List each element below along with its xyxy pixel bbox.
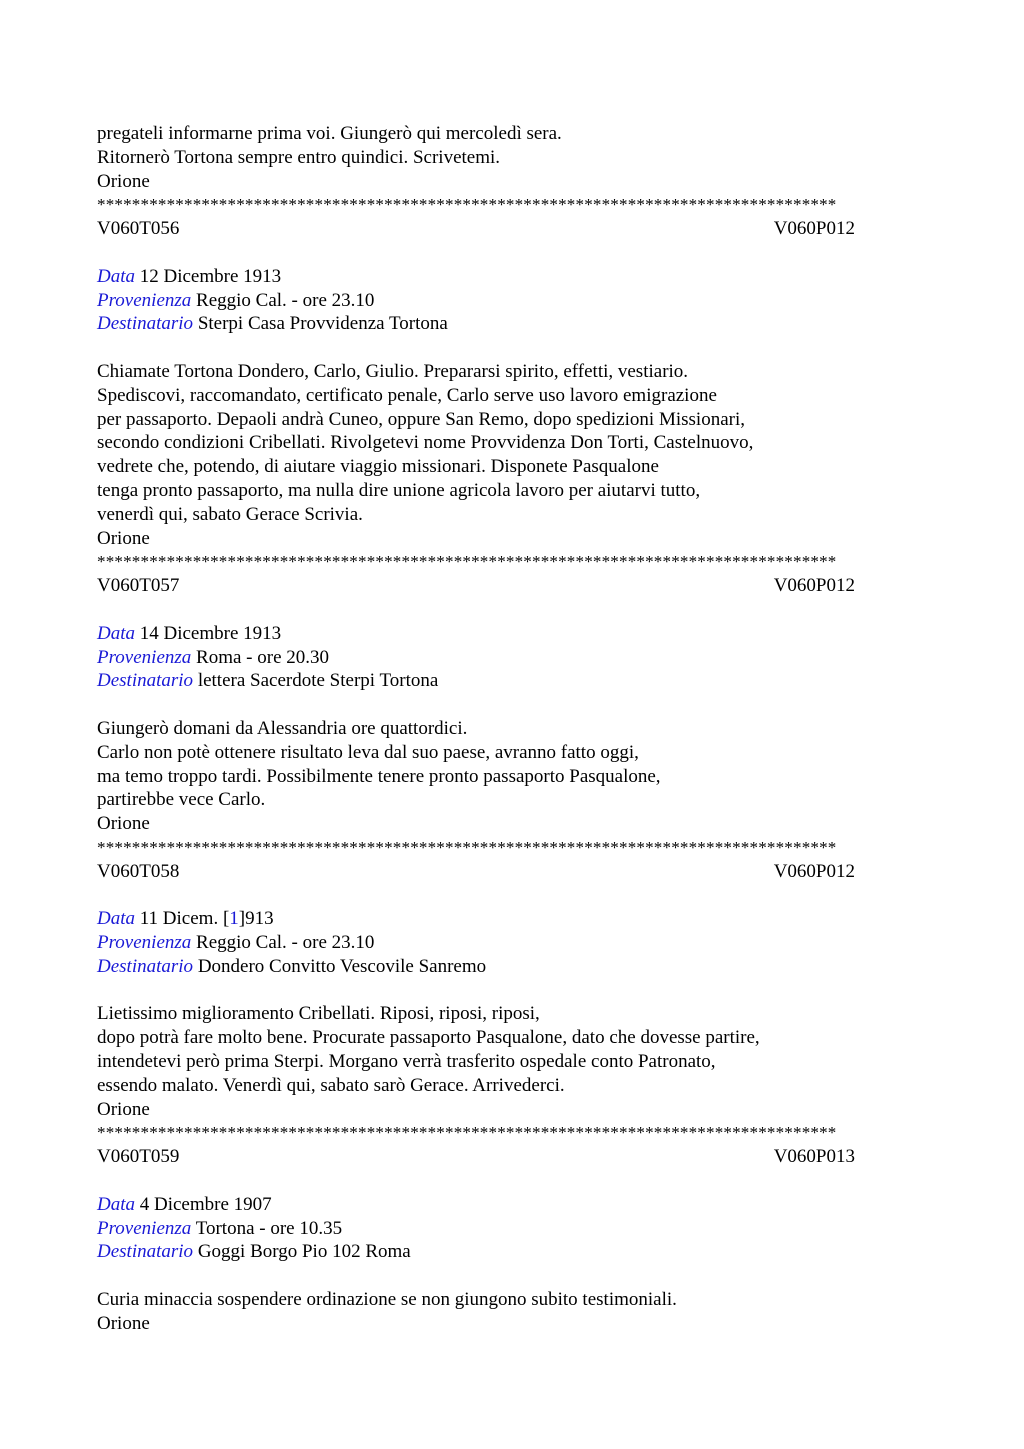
body-line: Carlo non potè ottenere risultato leva dal suo paese, avranno fatto oggi, [97, 741, 639, 763]
value-data: 12 Dicembre 1913 [139, 265, 282, 287]
separator: ************************************************************************************* [97, 195, 837, 215]
field-destinatario [97, 1240, 927, 1264]
label-provenienza: Provenienza [97, 289, 192, 311]
body-line: per passaporto. Depaoli andrà Cuneo, oppure San Remo, dopo spedizioni Missionari, [97, 408, 745, 430]
value-destinatario: Sterpi Casa Provvidenza Tortona [197, 313, 448, 335]
body-line: vedrete che, potendo, di aiutare viaggio missionari. Disponete Pasqualone [97, 456, 659, 478]
label-provenienza: Provenienza [97, 1217, 192, 1239]
label-data: Data [97, 265, 135, 287]
field-data [97, 1193, 927, 1217]
body-line: tenga pronto passaporto, ma nulla dire unione agricola lavoro per aiutarvi tutto, [97, 479, 701, 501]
body-line: Curia minaccia sospendere ordinazione se non giungono subito testimoniali. [97, 1289, 677, 1311]
field-provenienza [97, 289, 927, 313]
value-destinatario: lettera Sacerdote Sterpi Tortona [197, 670, 439, 692]
field-data [97, 265, 927, 289]
body-line: dopo potrà fare molto bene. Procurate passaporto Pasqualone, dato che dovesse partire, [97, 1027, 760, 1049]
label-data: Data [97, 1193, 135, 1215]
field-provenienza [97, 646, 927, 670]
entry-code: V060T056 [97, 218, 180, 240]
signature: Orione [97, 1098, 150, 1120]
value-data-post: ]913 [238, 908, 274, 930]
entry-header [97, 574, 855, 598]
separator: ************************************************************************************* [97, 552, 837, 572]
label-destinatario: Destinatario [97, 955, 194, 977]
label-destinatario: Destinatario [97, 670, 194, 692]
body-line: ma temo troppo tardi. Possibilmente tenere pronto passaporto Pasqualone, [97, 765, 661, 787]
entry-header [97, 1145, 855, 1169]
entry-code: V060T057 [97, 575, 180, 597]
label-provenienza: Provenienza [97, 646, 192, 668]
signature: Orione [97, 1312, 150, 1334]
signature: Orione [97, 170, 150, 192]
body-line: Giungerò domani da Alessandria ore quattordici. [97, 717, 468, 739]
body-line: Ritornerò Tortona sempre entro quindici. Scrivetemi. [97, 146, 501, 168]
value-data-pre: 11 Dicem. [ [139, 908, 230, 930]
body-line: partirebbe vece Carlo. [97, 789, 266, 811]
field-provenienza [97, 931, 927, 955]
body-line: essendo malato. Venerdì qui, sabato sarò Gerace. Arrivederci. [97, 1074, 565, 1096]
body-line: Spediscovi, raccomandato, certificato penale, Carlo serve uso lavoro emigrazione [97, 384, 717, 406]
signature: Orione [97, 813, 150, 835]
entry-page: V060P012 [773, 575, 855, 597]
entry-code: V060T059 [97, 1146, 180, 1168]
label-destinatario: Destinatario [97, 313, 194, 335]
field-destinatario [97, 669, 927, 693]
value-provenienza: Roma - ore 20.30 [196, 646, 330, 668]
field-data [97, 622, 927, 646]
label-provenienza: Provenienza [97, 932, 192, 954]
value-destinatario: Dondero Convitto Vescovile Sanremo [197, 955, 487, 977]
body-line: pregateli informarne prima voi. Giungerò qui mercoledì sera. [97, 123, 562, 144]
body-line: venerdì qui, sabato Gerace Scrivia. [97, 503, 363, 525]
entry-header [97, 860, 855, 884]
value-provenienza: Reggio Cal. - ore 23.10 [196, 289, 375, 311]
signature: Orione [97, 527, 150, 549]
separator: ************************************************************************************* [97, 837, 837, 857]
entry-header [97, 217, 855, 241]
body-line: intendetevi però prima Sterpi. Morgano verrà trasferito ospedale conto Patronato, [97, 1051, 716, 1073]
entry-page: V060P012 [773, 218, 855, 240]
field-provenienza [97, 1217, 927, 1241]
field-data [97, 907, 927, 931]
label-data: Data [97, 622, 135, 644]
field-destinatario [97, 312, 927, 336]
label-destinatario: Destinatario [97, 1241, 194, 1263]
value-provenienza: Tortona - ore 10.35 [195, 1217, 343, 1239]
value-provenienza: Reggio Cal. - ore 23.10 [196, 932, 375, 954]
document-page [97, 122, 927, 1336]
label-data: Data [97, 908, 135, 930]
value-destinatario: Goggi Borgo Pio 102 Roma [197, 1241, 411, 1263]
footnote-link[interactable]: 1 [229, 908, 239, 930]
separator: ************************************************************************************* [97, 1123, 837, 1143]
body-line: Chiamate Tortona Dondero, Carlo, Giulio. Prepararsi spirito, effetti, vestiario. [97, 360, 689, 382]
entry-code: V060T058 [97, 860, 180, 882]
body-line: Lietissimo miglioramento Cribellati. Riposi, riposi, riposi, [97, 1003, 540, 1025]
entry-page: V060P012 [773, 860, 855, 882]
value-data: 4 Dicembre 1907 [139, 1193, 272, 1215]
body-line: secondo condizioni Cribellati. Rivolgetevi nome Provvidenza Don Torti, Castelnuovo, [97, 432, 754, 454]
field-destinatario [97, 955, 927, 979]
value-data: 14 Dicembre 1913 [139, 622, 282, 644]
entry-page: V060P013 [773, 1146, 855, 1168]
